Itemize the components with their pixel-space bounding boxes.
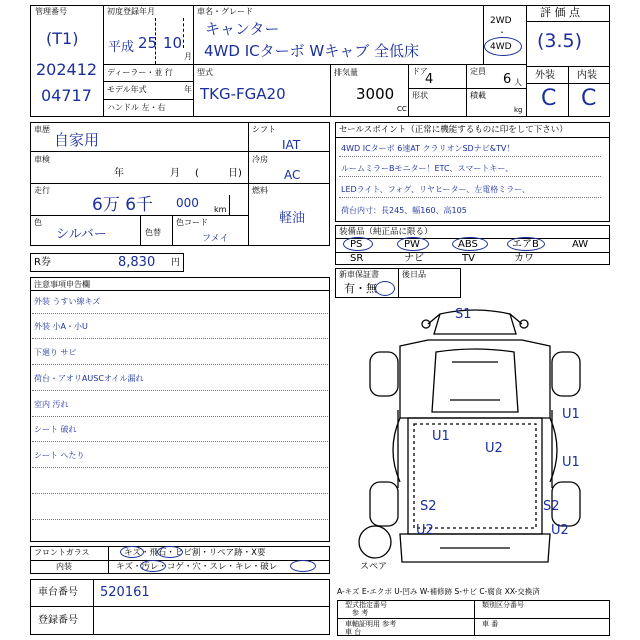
divider [172,215,173,246]
divider [330,64,331,117]
interior-label: 内装 [56,562,72,571]
color-change-label: 色替 [145,228,161,237]
first-reg-label: 初度登録年月 [107,7,155,16]
model-year-unit: 年 [184,85,192,94]
legend-small: 車軸証明用 参考 [345,620,397,628]
diagram-mark: U2 [485,441,503,456]
diagram-mark: U1 [432,429,450,444]
selling-point-line: ルームミラーBモニター！ETC、スマートキー、 [341,164,514,173]
fuel-value: 軽油 [279,211,306,226]
divider [103,64,193,65]
car-diagram [340,300,610,585]
divider [32,390,328,391]
registration-label: 登録番号 [38,615,78,626]
divider [248,183,330,184]
divider [466,64,467,117]
exterior-label: 外装 [535,70,555,81]
divider [32,338,328,339]
notes-section [30,277,330,542]
glass-chip-circle [157,546,183,558]
divider [32,364,328,365]
legend-small: 類別区分番号 [482,601,524,609]
divider [398,268,399,298]
equipment-tv: TV [462,253,475,264]
doors-label: ドア [412,67,428,76]
divider [30,606,330,607]
color-code: フメイ [202,234,229,244]
legend-small: 車 台 [345,628,362,636]
load-unit: kg [514,106,523,114]
eval-value: (3.5) [537,30,583,52]
mileage-thousand: 000 [176,196,199,210]
notes-item: 外装 うすい線キズ [34,297,101,306]
divider [108,546,109,574]
mgmt-value-1: (T1) [46,29,79,48]
divider [408,88,526,89]
diagram-mark: S2 [420,499,437,514]
header-section [30,5,610,117]
glass-scratch-circle [120,546,144,558]
divider [30,151,248,152]
handle-label: ハンドル 左・右 [107,103,166,112]
notes-title: 注意事項申告欄 [34,280,90,289]
glass-label: フロントガラス [34,548,90,557]
car-name: キャンター [205,20,280,38]
color-code-label: 色コード [176,218,208,227]
color-label: 色 [34,218,42,227]
divider [30,290,330,291]
shaken-year: 年 [114,168,124,179]
selling-points-title: セールスポイント（正常に機能するものに印をして下さい） [339,125,568,135]
mileage-value: 6万 6千 [92,195,154,215]
color-value: シルバー [56,227,107,242]
interior-tear-circle [290,560,316,572]
divider [526,21,610,22]
diagram-mark: U2 [416,523,434,538]
legend-small: 型式指定番号 [345,601,387,609]
first-reg-year: 25 [138,34,158,52]
selling-point-line: 荷台内寸：長245、幅160、高105 [341,206,467,215]
load-label: 積載 [470,91,486,100]
divider [526,83,610,84]
shaken-month: 月 [170,168,180,179]
equipment-ps-circle [343,237,373,251]
divider [339,197,601,198]
equipment-navi: ナビ [404,253,424,264]
equipment-pw: PW [404,239,420,250]
month-unit: 月 [184,52,192,61]
shaken-day: 日) [228,168,242,179]
equipment-leather: カワ [514,253,534,264]
warranty-new-label: 後日品 [402,270,426,279]
divider [32,519,328,520]
mgmt-label: 管理番号 [35,7,67,16]
notes-item: 下廻り サビ [34,348,77,357]
divider [339,176,601,177]
diagram-mark: S1 [455,307,472,322]
divider [103,81,193,82]
mileage-label: 走行 [34,186,50,195]
drive-4wd: 4WD [490,42,512,52]
diagram-mark: U1 [562,455,580,470]
displacement-unit: CC [397,105,407,113]
divider [30,183,248,184]
ac-value: AC [284,168,301,182]
divider [93,579,94,635]
diagram-mark: S2 [543,499,560,514]
interior-value: C [581,86,597,111]
interior-dirt-circle [140,560,166,572]
equipment-abs-circle [452,237,488,251]
equipment-airbag-circle [507,237,545,251]
divider [30,560,330,561]
first-reg-month: 10 [163,34,183,52]
drive-dot: ・ [498,28,506,37]
shift-value: IAT [282,138,301,152]
divider [483,5,484,64]
divider [568,66,569,117]
mgmt-value-3: 04717 [41,86,92,105]
divider [248,151,330,152]
divider [408,64,409,117]
interior-options: キズ・汚レ・コゲ・穴・スレ・キレ・破レ [116,562,278,572]
recycle-label: R券 [34,257,51,268]
model-year-label: モデル年式 [107,85,147,94]
notes-item: シート 破れ [34,425,77,434]
inspection-value: 自家用 [54,131,100,149]
divider [32,467,328,468]
chassis-label: 車台番号 [38,587,78,598]
dealer-label: ディーラー・並 行 [107,68,173,77]
glass-options: キズ・飛石・ヒビ割・リペア跡・X要 [124,548,266,558]
legend-small: 参 考 [352,609,369,617]
equipment-abs: ABS [458,239,478,250]
divider [248,122,249,246]
model-type: TKG-FGA20 [200,85,286,103]
mileage-unit: km [214,205,227,214]
displacement: 3000 [356,85,395,103]
divider [193,64,526,65]
selling-point-line: 4WD ICターボ 6速AT クラリオンSDナビ&TV！ [341,144,515,153]
inspection-label: 車歴 [34,125,50,134]
recycle-value: 8,830 [118,255,156,270]
doors: 4 [425,72,434,87]
recycle-unit: 円 [171,258,181,268]
drive-4wd-circle [484,37,522,56]
divider [32,441,328,442]
notes-item: 外装 小A・小U [34,322,88,331]
capacity-label: 定員 [470,67,486,76]
eval-label: 評 価 点 [540,6,580,19]
notes-item: シート へたり [34,451,85,460]
equipment-aw: AW [572,239,589,250]
legend-text: A-キズ E-エクボ U-凹み W-補修跡 S-サビ C-腐食 XX-交換済 [337,587,540,596]
shape-label: 形状 [412,91,428,100]
divider [140,215,141,246]
notes-item: 室内 汚れ [34,400,69,409]
model-type-label: 型式 [197,68,213,77]
divider [183,18,184,48]
divider [335,137,610,138]
first-reg-era: 平成 [108,40,135,55]
displacement-label: 排気量 [334,68,358,77]
divider [30,215,248,216]
warranty-no-circle [375,281,395,296]
notes-item: 荷台・アオリAUSCオイル漏れ [34,374,144,383]
chassis-value: 520161 [100,585,150,600]
selling-point-line: LEDライト、フォグ、リヤヒーター、左電格ミラー、 [341,185,530,194]
shift-label: シフト [252,125,276,134]
divider [32,493,328,494]
ac-label: 冷房 [252,155,268,164]
warranty-label: 新車保証書 [339,270,379,279]
drive-2wd: 2WD [490,16,512,26]
interior-label: 内装 [577,70,597,81]
divider [193,5,194,117]
diagram-mark: U1 [562,407,580,422]
capacity: 6 [503,72,512,87]
divider [32,416,328,417]
mgmt-value-2: 202412 [36,60,98,79]
equipment-sr: SR [350,253,364,264]
grade: 4WD ICターボ Wキャブ 全低床 [204,42,419,60]
diagram-mark: U2 [551,523,569,538]
equipment-ps: PS [350,239,363,250]
legend-small: 車 番 [482,620,499,628]
recycle-row [30,253,184,272]
divider [229,195,230,215]
divider [155,18,156,64]
fuel-label: 燃料 [252,186,268,195]
shaken-label: 車検 [34,155,50,164]
warranty-value: 有・無 [344,282,377,295]
divider [103,5,104,117]
divider [474,600,475,636]
equipment-title: 装備品（純正品に限る） [339,227,433,237]
exterior-value: C [541,86,557,111]
divider [32,313,328,314]
spare-label: スペア [360,562,388,572]
equipment-airbag: エアB [512,239,539,250]
divider [339,156,601,157]
capacity-unit: 人 [514,78,522,87]
divider [103,99,193,100]
equipment-pw-circle [397,237,429,251]
car-name-label: 車名・グレード [197,7,253,16]
shaken-paren: ( [195,168,199,179]
